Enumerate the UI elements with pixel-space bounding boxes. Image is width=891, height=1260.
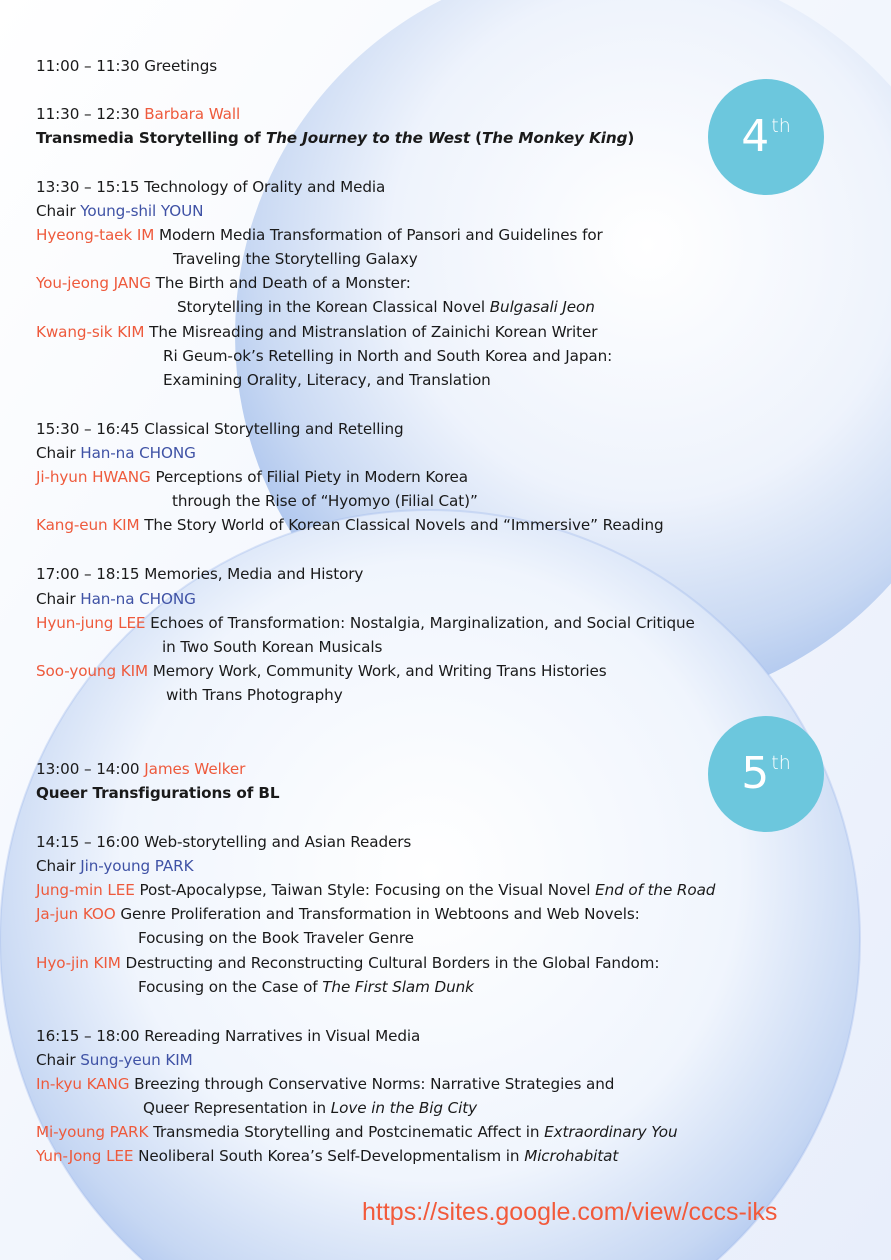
talk-title: The Birth and Death of a Monster: (155, 274, 411, 292)
talk-title: Transmedia Storytelling and Postcinematic Affect in (153, 1123, 545, 1141)
day-4-badge (708, 79, 824, 195)
session-header (36, 177, 385, 197)
time: 16:15 – 18:00 (36, 1027, 140, 1045)
session-title: Web-storytelling and Asian Readers (144, 833, 412, 851)
session-header (36, 832, 411, 852)
session-title: Technology of Orality and Media (144, 178, 386, 196)
session-title: Rereading Narratives in Visual Media (144, 1027, 421, 1045)
day-5-number: 5 (741, 748, 770, 799)
talk-title: Echoes of Transformation: Nostalgia, Marginalization, and Social Critique (150, 614, 695, 632)
talk-title: Genre Proliferation and Transformation in Webtoons and Web Novels: (120, 905, 640, 923)
time: 11:30 – 12:30 (36, 105, 140, 123)
day-4-suffix: th (771, 115, 791, 137)
talk-row (36, 322, 597, 342)
talk-title: Destructing and Reconstructing Cultural Borders in the Global Fandom: (125, 954, 660, 972)
talk-row: Yun-Jong LEE Neoliberal South Korea’s Self-Developmentalism in Microhabitat (36, 1147, 619, 1165)
time: 11:00 – 11:30 (36, 57, 140, 75)
talk-row (36, 904, 640, 924)
keynote-title: Transmedia Storytelling of The Journey to the West (The Monkey King) (36, 129, 635, 147)
session-chair: Chair Sung-yeun KIM (36, 1051, 193, 1069)
talk-title: The Story World of Korean Classical Novels and “Immersive” Reading (144, 516, 664, 534)
talk-row (36, 661, 607, 681)
speaker-name: You-jeong JANG (36, 274, 151, 292)
speaker-name: Hyeong-taek IM (36, 226, 155, 244)
website-url[interactable]: https://sites.google.com/view/cccs-iks (362, 1198, 778, 1226)
talk-title-cont: Focusing on the Case of The First Slam Dunk (138, 978, 474, 996)
keynote-speaker: James Welker (144, 760, 246, 778)
time: 17:00 – 18:15 (36, 565, 140, 583)
time: 14:15 – 16:00 (36, 833, 140, 851)
chair-name: Sung-yeun KIM (80, 1051, 193, 1069)
speaker-name: Mi-young PARK (36, 1123, 149, 1141)
talk-title: Modern Media Transformation of Pansori and Guidelines for (158, 226, 603, 244)
chair-name: Jin-young PARK (80, 857, 194, 875)
session-chair: Chair Han-na CHONG (36, 590, 196, 608)
chair-name: Han-na CHONG (80, 590, 196, 608)
talk-title: Memory Work, Community Work, and Writing Trans Histories (152, 662, 607, 680)
talk-row: Mi-young PARK Transmedia Storytelling and Postcinematic Affect in Extraordinary You (36, 1123, 678, 1141)
chair-name: Han-na CHONG (80, 444, 196, 462)
speaker-name: Ja-jun KOO (36, 905, 116, 923)
session-header (36, 564, 363, 584)
chair-name: Young-shil YOUN (80, 202, 204, 220)
talk-title: Perceptions of Filial Piety in Modern Korea (155, 468, 468, 486)
speaker-name: Jung-min LEE (36, 881, 135, 899)
talk-title: Post-Apocalypse, Taiwan Style: Focusing on the Visual Novel (139, 881, 596, 899)
session-header (36, 1026, 420, 1046)
keynote-title: Queer Transfigurations of BL (36, 784, 280, 802)
talk-title-cont: Examining Orality, Literacy, and Translation (163, 371, 491, 389)
talk-title: The Misreading and Mistranslation of Zainichi Korean Writer (149, 323, 598, 341)
day-5-badge (708, 716, 824, 832)
talk-row (36, 1074, 614, 1094)
talk-row (36, 953, 659, 973)
talk-row (36, 225, 603, 245)
speaker-name: In-kyu KANG (36, 1075, 130, 1093)
speaker-name: Ji-hyun HWANG (36, 468, 151, 486)
session-title: Classical Storytelling and Retelling (144, 420, 404, 438)
time: 13:30 – 15:15 (36, 178, 140, 196)
speaker-name: Yun-Jong LEE (36, 1147, 134, 1165)
time: 15:30 – 16:45 (36, 420, 140, 438)
speaker-name: Soo-young KIM (36, 662, 148, 680)
speaker-name: Kwang-sik KIM (36, 323, 145, 341)
session-header (36, 419, 404, 439)
talk-title-cont: Focusing on the Book Traveler Genre (138, 929, 414, 947)
keynote-row (36, 104, 240, 124)
day-4-number: 4 (741, 111, 770, 162)
talk-title-cont: Storytelling in the Korean Classical Novel Bulgasali Jeon (177, 298, 595, 316)
keynote-speaker: Barbara Wall (144, 105, 241, 123)
greetings-row (36, 56, 217, 76)
talk-title-cont: in Two South Korean Musicals (162, 638, 383, 656)
talk-title: Neoliberal South Korea’s Self-Developmentalism in (138, 1147, 525, 1165)
talk-title-cont: Traveling the Storytelling Galaxy (173, 250, 418, 268)
talk-title-cont: Queer Representation in Love in the Big City (143, 1099, 478, 1117)
talk-title-cont: Ri Geum-ok’s Retelling in North and South Korea and Japan: (163, 347, 613, 365)
talk-row: Jung-min LEE Post-Apocalypse, Taiwan Style: Focusing on the Visual Novel End of the Road (36, 881, 716, 899)
speaker-name: Kang-eun KIM (36, 516, 140, 534)
greetings-label: Greetings (144, 57, 218, 75)
talk-title: Breezing through Conservative Norms: Narrative Strategies and (134, 1075, 615, 1093)
talk-row (36, 273, 411, 293)
session-chair: Chair Han-na CHONG (36, 444, 196, 462)
speaker-name: Hyun-jung LEE (36, 614, 146, 632)
keynote-row (36, 759, 245, 779)
day-5-suffix: th (771, 752, 791, 774)
time: 13:00 – 14:00 (36, 760, 140, 778)
talk-row (36, 613, 695, 633)
talk-row (36, 515, 664, 535)
talk-row (36, 467, 468, 487)
session-chair: Chair Young-shil YOUN (36, 202, 204, 220)
session-chair: Chair Jin-young PARK (36, 857, 194, 875)
speaker-name: Hyo-jin KIM (36, 954, 121, 972)
session-title: Memories, Media and History (144, 565, 364, 583)
talk-title-cont: with Trans Photography (166, 686, 343, 704)
talk-title-cont: through the Rise of “Hyomyo (Filial Cat)” (172, 492, 478, 510)
